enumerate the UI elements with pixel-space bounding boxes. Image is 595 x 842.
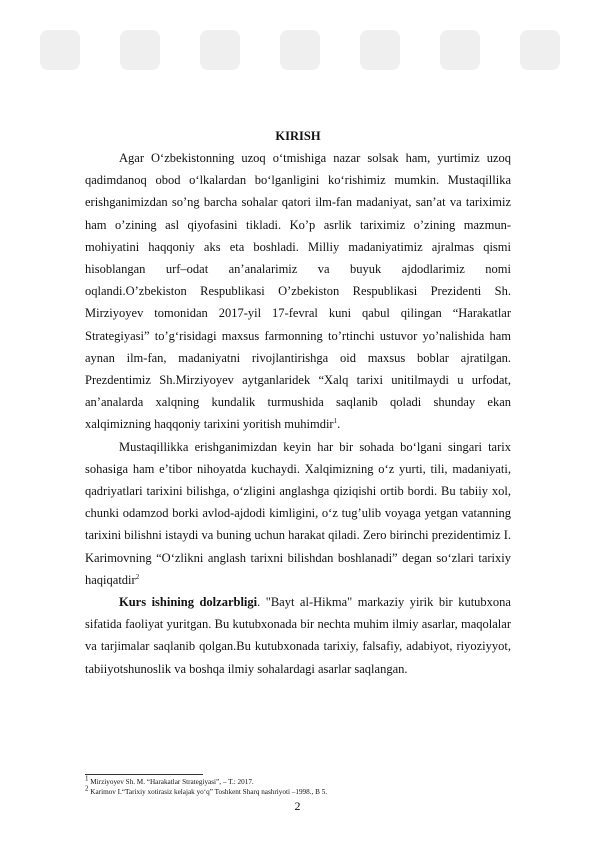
footnote-mark-2: 2	[85, 784, 89, 793]
document-body	[85, 125, 511, 680]
relevance-heading: Kurs ishining dolzarbligi	[119, 595, 258, 610]
paragraph-independence	[85, 436, 511, 591]
footnote-ref-1[interactable]: 1	[333, 417, 338, 426]
paragraph-intro-text: Agar O‘zbekistonning uzoq o‘tmishiga nazar solsak ham, yurtimiz uzoq qadimdanoq obod o‘lkalardan bo‘lganligini ko‘rishimiz mumkin. Mustaqillika erishganimizdan so’ng barcha sohalar qatori ilm-fan madaniyat, san’at va tariximiz ham o’zining asl qiyofasini tikladi. Ko’p asrlik tariximiz o’zining mazmun-mohiyatini haqqoniy aks eta boshladi. Milliy madaniyatimiz ajralmas qismi hisoblangan urf–odat an’analarimiz va buyuk ajdodlarimiz nomi oqlandi.O’zbekiston Respublikasi O’zbekiston Respublikasi Prezidenti Sh. Mirziyoyev tomonidan 2017-yil 17-fevral kuni qabul qilingan “Harakatlar Strategiyasi” to’g‘risidagi maxsus farmonning to’rtinchi ustuvor yo’nalishida ham aynan ilm-fan, madaniyatni rivojlantirishga oid maxsus boblar ajratilgan. Prezdentimiz Sh.Mirziyoyev aytganlaridek “Xalq tarixi unitilmaydi u urfodat, an’analarda xalqning kundalik turmushida saqlanib qoladi shunday ekan xalqimizning haqqoniy tarixini yoritish muhimdir	[85, 151, 511, 432]
paragraph-relevance-text: . "Bayt al-Hikma" markaziy yirik bir kutubxona sifatida faoliyat yuritgan. Bu kutubxonada bir nechta muhim ilmiy asarlar, maqolalar va tarjimalar saqlanib qolgan.Bu kutubxonada tarixiy, falsafiy, adabiyot, riyoziyyot, tabiiyotshunoslik va boshqa ilmiy sohalardagi asarlar saqlangan.	[85, 595, 511, 676]
footnote-2	[85, 784, 511, 797]
footnote-text-2: Karimov I.“Tarixiy xotirasiz kelajak yo‘q” Toshkent Sharq nashriyoti –1998., B 5.	[88, 788, 328, 796]
footnote-ref-2[interactable]: 2	[135, 572, 140, 581]
section-title: KIRISH	[275, 129, 321, 143]
paragraph-independence-text: Mustaqillikka erishganimizdan keyin har bir sohada bo‘lgani singari tarix sohasiga ham e’tibor nihoyatda kuchaydi. Xalqimizning o‘z yurti, tili, madaniyati, qadriyatlari tarixini bilishga, o‘zligini anglashga qiziqishi ortib bordi. Bu tabiiy xol, chunki odamzod borki avlod-ajdodi kimligini, o‘z tug’ulib voyaga yetgan vatanning tarixini bilishni istaydi va buning uchun harakat qiladi. Zero birinchi prezidentimiz I. Karimovning “O‘zlikni anglash tarixni bilishdan boshlanadi” degan so‘zlari tarixiy haqiqatdir	[85, 439, 511, 587]
footnote-mark-1: 1	[85, 774, 89, 783]
paragraph-intro	[85, 147, 511, 436]
paragraph-relevance	[85, 591, 511, 680]
footnotes	[85, 774, 511, 797]
background-watermark	[0, 0, 595, 120]
page-number: 2	[294, 799, 301, 813]
footnote-text-1: Mirziyoyev Sh. M. “Harakatlar Strategiyasi”, – T.: 2017.	[88, 778, 254, 786]
paragraph-intro-end: .	[337, 417, 341, 432]
footnote-divider	[85, 774, 203, 775]
footnote-1	[85, 774, 511, 787]
